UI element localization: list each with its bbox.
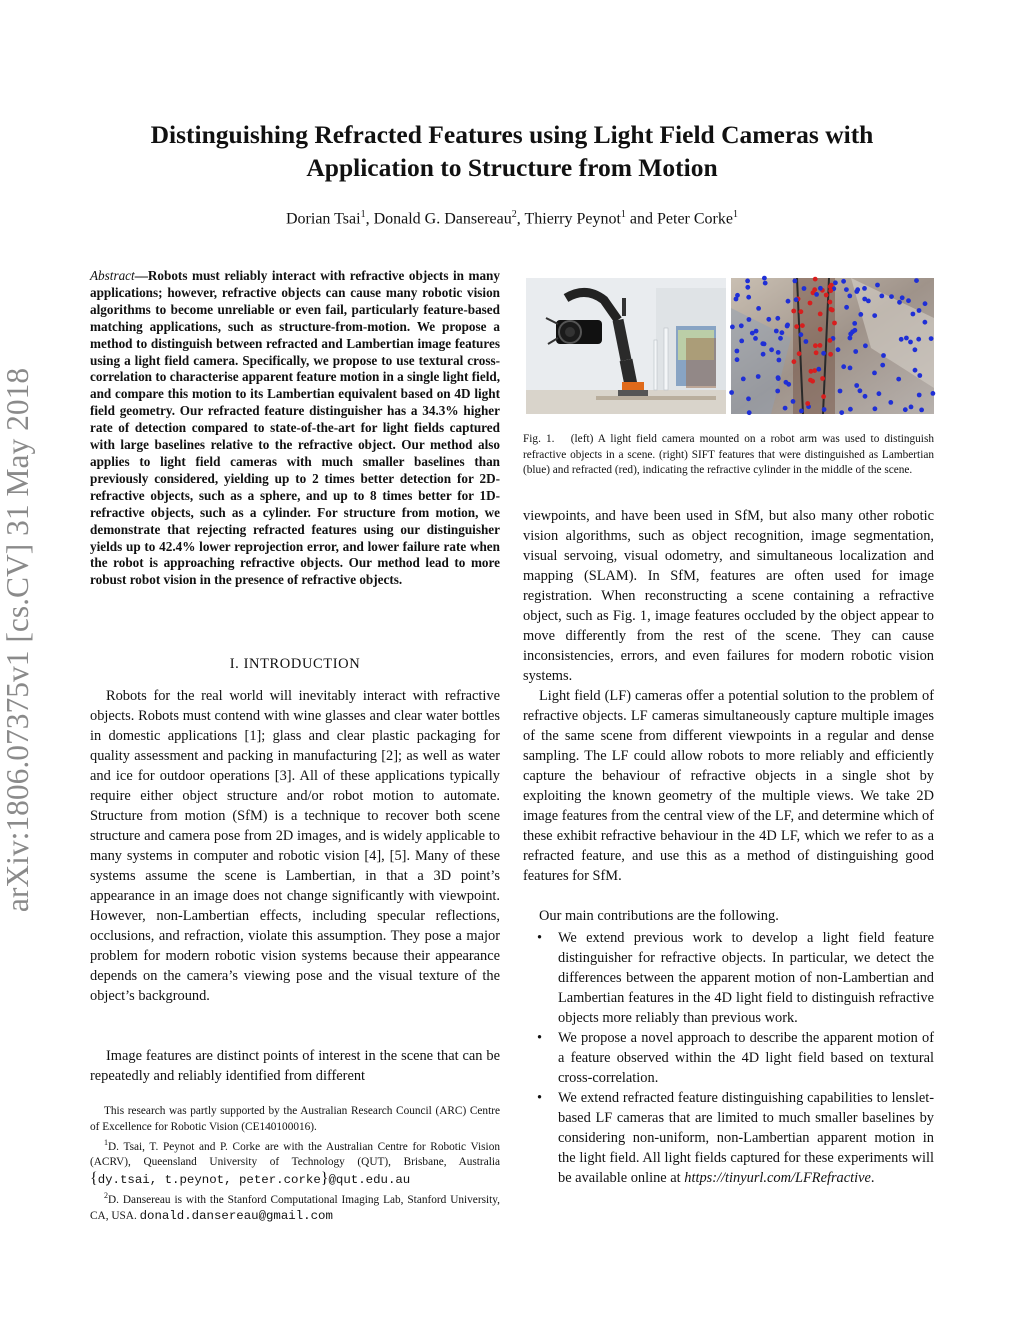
- refracted-feature-marker: [800, 323, 805, 328]
- bullet-icon: •: [537, 930, 543, 946]
- lambertian-feature-marker: [852, 321, 857, 326]
- title-line-2: Application to Structure from Motion: [306, 153, 718, 182]
- author-separator: ,: [516, 210, 525, 228]
- author-affiliation: 2: [511, 209, 517, 220]
- right-paragraph-1: viewpoints, and have been used in SfM, but also many other robotic vision algorithms, such as object recognition, image segmentation, visual servoing, visual odometry, and simultaneous localization and mapping (SLAM). In SfM, features are often used for image registration. When reconstructing a scene containing a refractive object, such as Fig. 1, image features occluded by the object appear to move differently from the rest of the scene. They can cause inconsistencies, errors, and even failures for modern robotic vision systems.: [523, 508, 934, 684]
- lambertian-feature-marker: [745, 279, 750, 284]
- author-separator: ,: [365, 210, 374, 228]
- lambertian-feature-marker: [844, 305, 849, 310]
- lambertian-feature-marker: [872, 313, 877, 318]
- arxiv-id: arXiv:1806.07375v1 [cs.CV] 31 May 2018: [0, 367, 35, 913]
- refracted-feature-marker: [794, 324, 799, 329]
- lambertian-feature-marker: [780, 330, 785, 335]
- refracted-feature-marker: [829, 307, 834, 312]
- refracted-feature-marker: [797, 351, 802, 356]
- abstract-dash: —: [134, 268, 148, 283]
- author-name: Thierry Peynot: [524, 210, 621, 228]
- refracted-feature-marker: [814, 350, 819, 355]
- lambertian-feature-marker: [774, 329, 779, 334]
- refracted-feature-marker: [821, 394, 826, 399]
- lambertian-feature-marker: [785, 324, 790, 329]
- lambertian-feature-marker: [839, 410, 844, 415]
- intro-paragraph-1: Robots for the real world will inevitably interact with refractive objects. Robots must contend with wine glasses and clear water bottles in domestic applications [1]; glass and clear plastic packaging for quality assessment and packing in manufacturing [2]; as well as water and ice for outdoor operations [3]. All of these applications typically require either object structure and/or robot motion to automate. Structure from motion (SfM) is a technique to recover both scene structure and camera pose from 2D images, and is widely applicable to many systems in computer and robotic vision [4], [5]. Many of these systems assume the scene is Lambertian, in that a 3D point’s appearance in an image does not change significantly with viewpoint. However, non-Lambertian effects, including specular reflections, occlusions, and refraction, violate this assumption. They pose a major problem for modern robotic vision systems because their appearance depends on the camera’s viewing pose and the visual texture of the object’s background.: [90, 688, 500, 1004]
- lambertian-feature-marker: [854, 383, 859, 388]
- lambertian-feature-marker: [858, 388, 863, 393]
- refracted-feature-marker: [799, 309, 804, 314]
- lambertian-feature-marker: [880, 363, 885, 368]
- lambertian-feature-marker: [735, 357, 740, 362]
- lambertian-feature-marker: [747, 410, 752, 415]
- footnote-2-email: donald.dansereau@gmail.com: [139, 1208, 333, 1223]
- lambertian-feature-marker: [777, 358, 782, 363]
- intro-paragraph-2: Image features are distinct points of interest in the scene that can be repeatedly and reliably identified from different: [90, 1048, 500, 1084]
- lambertian-feature-marker: [913, 368, 918, 373]
- list-item-text: We extend previous work to develop a light field feature distinguisher for refractive objects. In particular, we detect the differences between the apparent motion of non-Lambertian and Lambertian features in the 4D light field to distinguish refractive objects more reliably than previous work.: [558, 930, 934, 1026]
- refracted-feature-marker: [820, 376, 825, 381]
- lambertian-feature-marker: [799, 332, 804, 337]
- lambertian-feature-marker: [838, 389, 843, 394]
- lambertian-feature-marker: [881, 353, 886, 358]
- lambertian-feature-marker: [879, 294, 884, 299]
- lambertian-feature-marker: [914, 278, 919, 283]
- refracted-feature-marker: [808, 378, 813, 383]
- lambertian-feature-marker: [873, 406, 878, 411]
- refracted-feature-marker: [812, 287, 817, 292]
- lambertian-feature-marker: [913, 347, 918, 352]
- lambertian-feature-marker: [908, 340, 913, 345]
- dataset-link[interactable]: https://tinyurl.com/LFRefractive: [684, 1170, 871, 1186]
- lambertian-feature-marker: [862, 286, 867, 291]
- author-affiliation: 1: [360, 209, 366, 220]
- lambertian-feature-marker: [762, 276, 767, 281]
- lambertian-feature-marker: [929, 336, 934, 341]
- lambertian-feature-marker: [847, 294, 852, 299]
- refracted-feature-marker: [828, 352, 833, 357]
- lambertian-feature-marker: [916, 337, 921, 342]
- refracted-feature-marker: [791, 309, 796, 314]
- lambertian-feature-marker: [917, 373, 922, 378]
- lambertian-feature-marker: [923, 301, 928, 306]
- author-affiliation: 1: [620, 209, 626, 220]
- footnote-mark: 1: [104, 1138, 108, 1147]
- footnote-1-emails: dy.tsai, t.peynot, peter.corke: [97, 1172, 321, 1187]
- lambertian-feature-marker: [841, 364, 846, 369]
- lambertian-feature-marker: [848, 336, 853, 341]
- refracted-feature-marker: [818, 343, 823, 348]
- lambertian-feature-marker: [853, 328, 858, 333]
- refracted-feature-marker: [813, 277, 818, 282]
- lambertian-feature-marker: [786, 299, 791, 304]
- bullet-icon: •: [537, 1090, 543, 1106]
- lambertian-feature-marker: [730, 325, 735, 330]
- arxiv-stamp-graphic: [0, 340, 76, 940]
- lambertian-feature-marker: [769, 347, 774, 352]
- figure-robot-arm-photo: [526, 278, 726, 414]
- lambertian-feature-marker: [889, 294, 894, 299]
- lambertian-feature-marker: [763, 281, 768, 286]
- robot-arm-illustration: [526, 278, 726, 414]
- lambertian-feature-marker: [793, 279, 798, 284]
- lambertian-feature-marker: [741, 377, 746, 382]
- lambertian-feature-marker: [776, 375, 781, 380]
- lambertian-feature-marker: [775, 389, 780, 394]
- refracted-feature-marker: [818, 327, 823, 332]
- list-item-text: We propose a novel approach to describe the apparent motion of a feature observed within the 4D light field based on textural cross-correlation.: [558, 1030, 934, 1086]
- brace-close: }: [320, 1169, 329, 1187]
- lambertian-feature-marker: [756, 306, 761, 311]
- lambertian-feature-marker: [866, 299, 871, 304]
- author-list: [100, 209, 924, 228]
- lambertian-feature-marker: [841, 279, 846, 284]
- footnotes: [90, 1104, 500, 1224]
- footnote-2-text: D. Dansereau is with the Stanford Computational Imaging Lab, Stanford University, CA, USA.: [90, 1194, 500, 1222]
- arxiv-stamp: [0, 340, 76, 940]
- lambertian-feature-marker: [923, 320, 928, 325]
- list-item: [523, 1028, 934, 1088]
- contributions-list: [523, 928, 934, 1188]
- author-separator: and: [625, 210, 657, 228]
- lambertian-feature-marker: [903, 407, 908, 412]
- lambertian-feature-marker: [739, 339, 744, 344]
- list-item: [523, 1088, 934, 1188]
- lambertian-feature-marker: [896, 377, 901, 382]
- lambertian-feature-marker: [872, 371, 877, 376]
- author-name: Peter Corke: [657, 210, 733, 228]
- footnote-funding: This research was partly supported by the Australian Research Council (ARC) Centre of Excellence for Robotic Vision (CE140100016).: [90, 1105, 500, 1133]
- figure-caption: Fig. 1. (left) A light field camera mounted on a robot arm was used to distinguish refractive objects in a scene. (right) SIFT features that were distinguished as Lambertian (blue) and refracted (red), indicating the refractive cylinder in the middle of the scene.: [523, 433, 934, 476]
- lambertian-feature-marker: [799, 409, 804, 414]
- lambertian-feature-marker: [729, 390, 734, 395]
- lambertian-feature-marker: [766, 317, 771, 322]
- figure-1: [523, 278, 934, 416]
- right-paragraph-3: Our main contributions are the following.: [539, 908, 779, 924]
- lambertian-feature-marker: [897, 300, 902, 305]
- refracted-feature-marker: [824, 293, 829, 298]
- lambertian-feature-marker: [919, 408, 924, 413]
- lambertian-feature-marker: [739, 323, 744, 328]
- author-name: Dorian Tsai: [286, 210, 361, 228]
- footnote-2: [90, 1188, 500, 1224]
- refracted-feature-marker: [809, 369, 814, 374]
- sift-feature-overlay: [731, 278, 934, 414]
- lambertian-feature-marker: [821, 351, 826, 356]
- lambertian-feature-marker: [746, 396, 751, 401]
- lambertian-feature-marker: [816, 367, 821, 372]
- refracted-feature-marker: [832, 321, 837, 326]
- lambertian-feature-marker: [909, 405, 914, 410]
- author-name: Donald G. Dansereau: [373, 210, 512, 228]
- footnote-mark: 2: [104, 1191, 108, 1201]
- lambertian-feature-marker: [844, 287, 849, 292]
- footnote-1-domain: @qut.edu.au: [328, 1172, 411, 1187]
- list-item-end: .: [870, 1170, 875, 1186]
- lambertian-feature-marker: [735, 349, 740, 354]
- lambertian-feature-marker: [775, 316, 780, 321]
- refracted-feature-marker: [808, 301, 813, 306]
- lambertian-feature-marker: [735, 293, 740, 298]
- lambertian-feature-marker: [804, 339, 809, 344]
- lambertian-feature-marker: [761, 352, 766, 357]
- lambertian-feature-marker: [833, 280, 838, 285]
- list-item-text: We extend refracted feature distinguishing capabilities to lenslet-based LF cameras that are limited to much smaller baselines by considering non-uniform, non-Lambertian apparent motion in the light field. All light fields captured for these experiments will be available online at: [558, 1090, 934, 1186]
- bullet-icon: •: [537, 1030, 543, 1046]
- refracted-feature-marker: [828, 300, 833, 305]
- lambertian-feature-marker: [784, 380, 789, 385]
- refracted-feature-marker: [828, 288, 833, 293]
- figure-sift-features: [731, 278, 934, 414]
- lambertian-feature-marker: [760, 341, 765, 346]
- lambertian-feature-marker: [754, 329, 759, 334]
- footnote-1: [90, 1135, 500, 1188]
- lambertian-feature-marker: [802, 286, 807, 291]
- lambertian-feature-marker: [848, 366, 853, 371]
- refracted-feature-marker: [805, 401, 810, 406]
- lambertian-feature-marker: [863, 394, 868, 399]
- lambertian-feature-marker: [911, 312, 916, 317]
- abstract-text: Robots must reliably interact with refractive objects in many applications; however, refractive objects can cause many robotic vision algorithms to become unreliable or even fail, particularly feature-based matching applications, such as structure-from-motion. We propose a method to distinguish between refracted and Lambertian image features using a light field camera. Specifically, we propose to use textural cross-correlation to characterise apparent feature motion in a single light field, and compare this motion to its Lambertian equivalent based on 4D light field geometry. Our refracted feature distinguisher has a 34.3% higher rate of detection compared to state-of-the-art for light fields captured with large baselines relative to the refractive object. Our method also applies to light field cameras with much smaller baselines than previously considered, yielding up to 2 times better detection for 2D-refractive objects, such as a sphere, and up to 8 times better for 1D-refractive objects, such as a cylinder. For structure from motion, we demonstrate that rejecting refracted features using our distinguisher yields up to 42.4% lower reprojection error, and lower failure rate when the robot is approaching refractive objects. Our method lead to more robust robot vision in the presence of refractive objects.: [90, 268, 500, 588]
- abstract: [90, 268, 500, 589]
- lambertian-feature-marker: [899, 337, 904, 342]
- lambertian-feature-marker: [791, 399, 796, 404]
- lambertian-feature-marker: [888, 400, 893, 405]
- lambertian-feature-marker: [794, 297, 799, 302]
- lambertian-feature-marker: [778, 336, 783, 341]
- refracted-feature-marker: [828, 338, 833, 343]
- lambertian-feature-marker: [875, 283, 880, 288]
- lambertian-feature-marker: [917, 308, 922, 313]
- lambertian-feature-marker: [776, 350, 781, 355]
- brace-open: {: [90, 1169, 98, 1187]
- lambertian-feature-marker: [783, 406, 788, 411]
- refracted-feature-marker: [792, 359, 797, 364]
- lambertian-feature-marker: [756, 374, 761, 379]
- lambertian-feature-marker: [822, 407, 827, 412]
- lambertian-feature-marker: [747, 317, 752, 322]
- lambertian-feature-marker: [848, 407, 853, 412]
- title-line-1: Distinguishing Refracted Features using Light Field Cameras with: [150, 120, 874, 149]
- lambertian-feature-marker: [853, 349, 858, 354]
- lambertian-feature-marker: [931, 391, 936, 396]
- right-paragraph-2: Light field (LF) cameras offer a potential solution to the problem of refractive objects. LF cameras simultaneously capture multiple images of the same scene from different viewpoints in a regular and dense sampling. The LF could allow robots to more reliably and efficiently capture the behaviour of refractive objects in a single shot by exploiting the known geometry of the multiple views. We take 2D image features from the central view of the LF, and determine which of these exhibit refractive behaviour in the 4D LF, which we refer to as a refracted feature, and use this as a method of distinguishing good features for SfM.: [523, 688, 934, 884]
- abstract-label: Abstract: [90, 268, 135, 283]
- author-affiliation: 1: [732, 209, 738, 220]
- lambertian-feature-marker: [877, 391, 882, 396]
- lambertian-feature-marker: [904, 336, 909, 341]
- lambertian-feature-marker: [900, 295, 905, 300]
- section-heading: I. INTRODUCTION: [229, 656, 361, 672]
- refracted-feature-marker: [818, 312, 823, 317]
- lambertian-feature-marker: [863, 343, 868, 348]
- lambertian-feature-marker: [753, 336, 758, 341]
- lambertian-feature-marker: [858, 312, 863, 317]
- refracted-feature-marker: [813, 343, 818, 348]
- lambertian-feature-marker: [814, 292, 819, 297]
- list-item: [523, 928, 934, 1028]
- footnote-1-text: D. Tsai, T. Peynot and P. Corke are with the Australian Centre for Robotic Vision (ACRV), Queensland University of Technology (QUT), Brisbane, Australia: [90, 1140, 500, 1169]
- lambertian-feature-marker: [745, 285, 750, 290]
- lambertian-feature-marker: [836, 347, 841, 352]
- lambertian-feature-marker: [854, 289, 859, 294]
- paper-title: [100, 118, 924, 184]
- lambertian-feature-marker: [917, 393, 922, 398]
- lambertian-feature-marker: [906, 298, 911, 303]
- lambertian-feature-marker: [746, 295, 751, 300]
- lambertian-feature-marker: [818, 286, 823, 291]
